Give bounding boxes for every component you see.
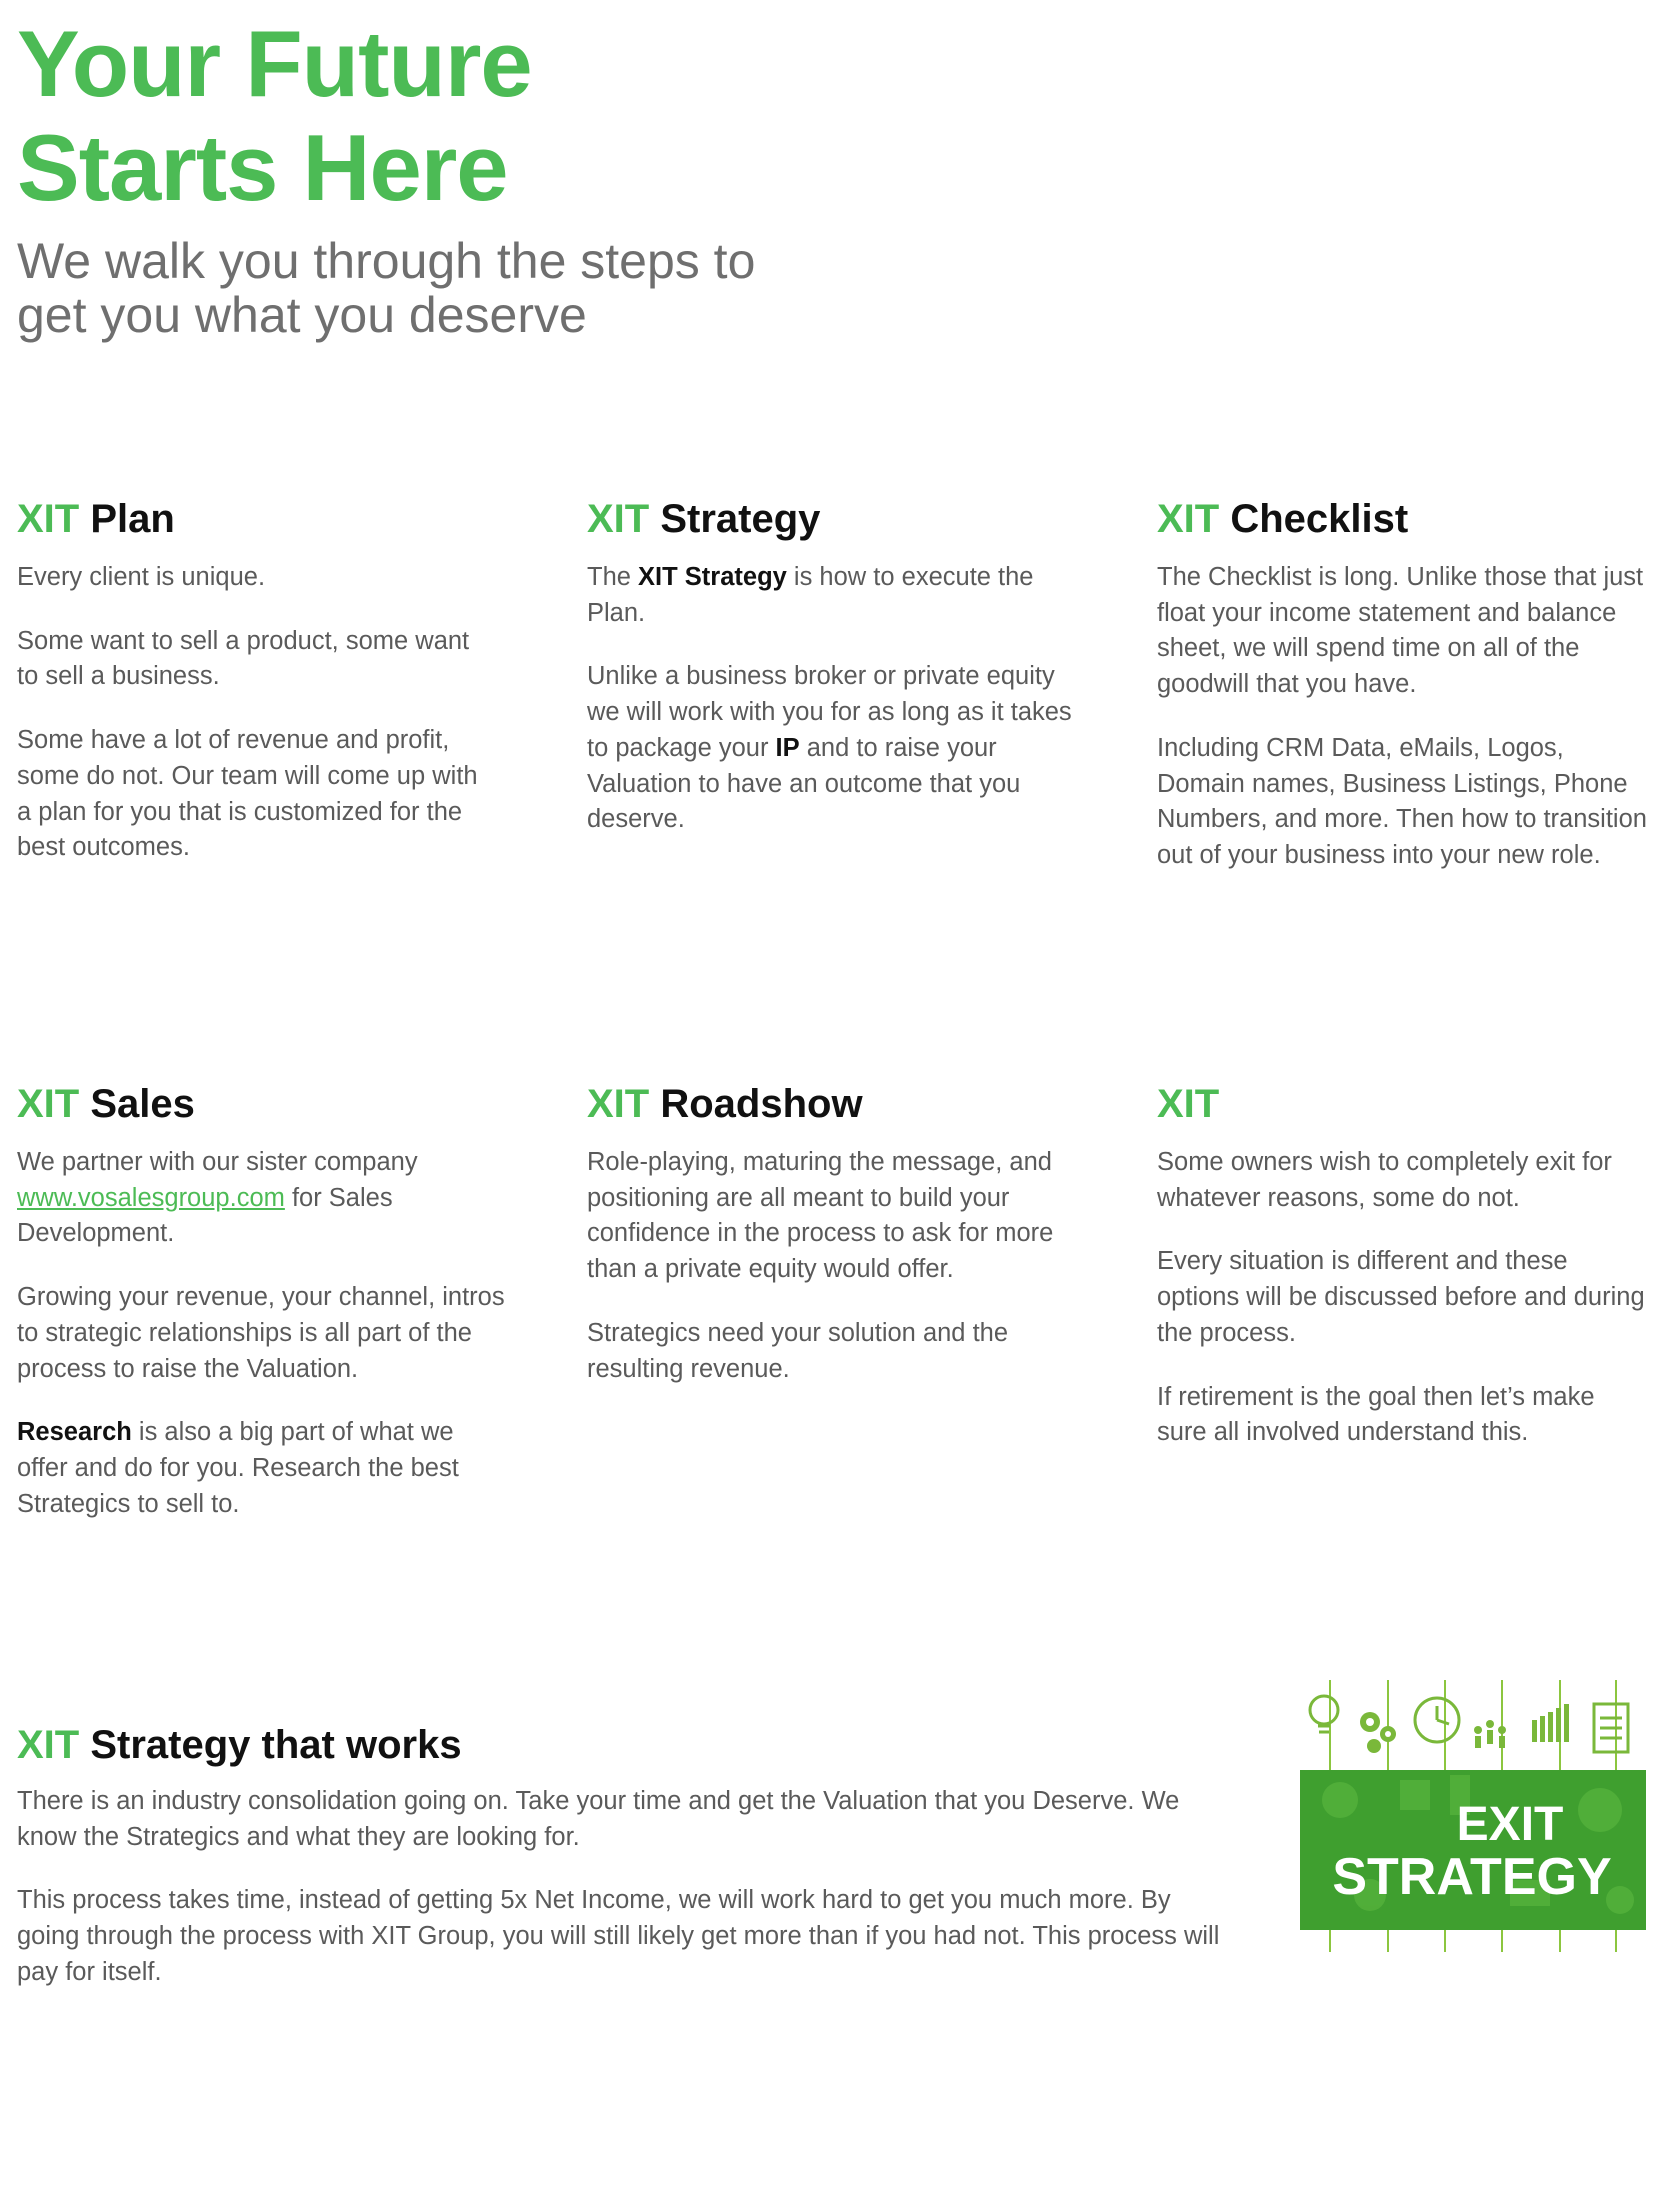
paragraph: Some owners wish to completely exit for whatever reasons, some do not. [1157,1148,1612,1212]
subtitle-line-2: get you what you deserve [17,287,587,343]
text: Unlike a business broker or private equity we will work with you for as long as it takes to package your [587,662,1072,762]
text: The [587,563,639,591]
heading-text: Checklist [1230,497,1409,541]
gears-icon [1360,1712,1396,1753]
section-strategy [587,496,1087,866]
text: is how to execute the Plan. [587,563,1034,627]
brand-label: XIT [1157,497,1220,541]
section-checklist [1157,496,1647,902]
section-xit [1157,1081,1647,1479]
paragraph: This process takes time, instead of getting 5x Net Income, we will work hard to get you much more. By going through the process with XIT Group, you will still likely get more than if you had not. This process will pay for itself. [17,1886,1220,1986]
brand-label: XIT [587,497,650,541]
section-heading [587,1081,1067,1127]
title-line-2: Starts Here [17,115,508,220]
section-heading [17,496,497,542]
paragraph: Some want to sell a product, some want to sell a business. [17,626,470,691]
text: is also a big part of what we offer and do for you. Research the best Strategics to sell to. [17,1418,459,1518]
page-subtitle [17,234,817,342]
exit-strategy-graphic [1300,1680,1646,1952]
clock-icon [1415,1698,1459,1742]
paragraph: Including CRM Data, eMails, Logos, Domain names, Business Listings, Phone Numbers, and more. Then how to transition out of your business into your new role. [1157,733,1647,869]
brand-label: XIT [17,1723,80,1767]
bold-text: Research [17,1418,132,1447]
heading-text: Roadshow [660,1082,863,1126]
brand-label: XIT [587,1082,650,1126]
paragraph: Growing your revenue, your channel, intros to strategic relationships is all part of the process to raise the Valuation. [17,1283,505,1383]
heading-text: Strategy [660,497,821,541]
bar-chart-icon [1532,1704,1569,1742]
paragraph: Some have a lot of revenue and profit, some do not. Our team will come up with a plan for you that is customized for the best outcomes. [17,726,478,862]
paragraph: Strategics need your solution and the resulting revenue. [587,1318,1009,1383]
section-heading [1157,496,1647,542]
graphic-line-2: STRATEGY [1332,1848,1612,1906]
section-heading [587,496,1087,542]
subtitle-line-1: We walk you through the steps to [17,233,756,289]
paragraph: If retirement is the goal then let’s make sure all involved understand this. [1157,1382,1595,1447]
page-title [17,12,532,220]
section-sales [17,1081,507,1550]
document-icon [1594,1704,1628,1752]
text: We partner with our sister company [17,1148,418,1176]
bold-text: Strategy [684,563,787,591]
section-plan [17,496,497,894]
paragraph [17,1415,507,1522]
section-heading [1157,1081,1647,1127]
section-roadshow [587,1081,1067,1415]
paragraph: Every situation is different and these options will be discussed before and during the process. [1157,1247,1645,1347]
brand-label: XIT [1157,1082,1220,1126]
lightbulb-icon [1310,1696,1338,1732]
heading-text: Plan [90,497,175,541]
section-strategy-that-works [17,1722,1237,2019]
paragraph [587,659,1087,838]
brand-inline: XIT [638,563,678,591]
text: for Sales Development. [17,1183,393,1248]
graphic-line-1: EXIT [1456,1798,1564,1851]
title-line-1: Your Future [17,11,532,116]
paragraph [587,560,1087,631]
paragraph [17,1145,507,1252]
paragraph: Role-playing, maturing the message, and positioning are all meant to build your confidence in the process to ask for more than a private equity would offer. [587,1148,1054,1284]
vosalesgroup-link[interactable]: www.vosalesgroup.com [17,1183,285,1212]
brand-label: XIT [17,1082,80,1126]
paragraph: The Checklist is long. Unlike those that just float your income statement and balance sheet, we will spend time on all of the goodwill that you have. [1157,563,1644,699]
section-heading [17,1722,1237,1768]
text: and to raise your Valuation to have an outcome that you deserve. [587,733,1021,834]
section-heading [17,1081,507,1127]
bold-text: IP [775,733,800,762]
heading-text: Sales [90,1082,195,1126]
brand-label: XIT [17,497,80,541]
heading-text: Strategy that works [90,1723,462,1767]
paragraph: Every client is unique. [17,563,266,591]
paragraph: There is an industry consolidation going on. Take your time and get the Valuation that you Deserve. We know the Strategics and what they are looking for. [17,1787,1180,1851]
